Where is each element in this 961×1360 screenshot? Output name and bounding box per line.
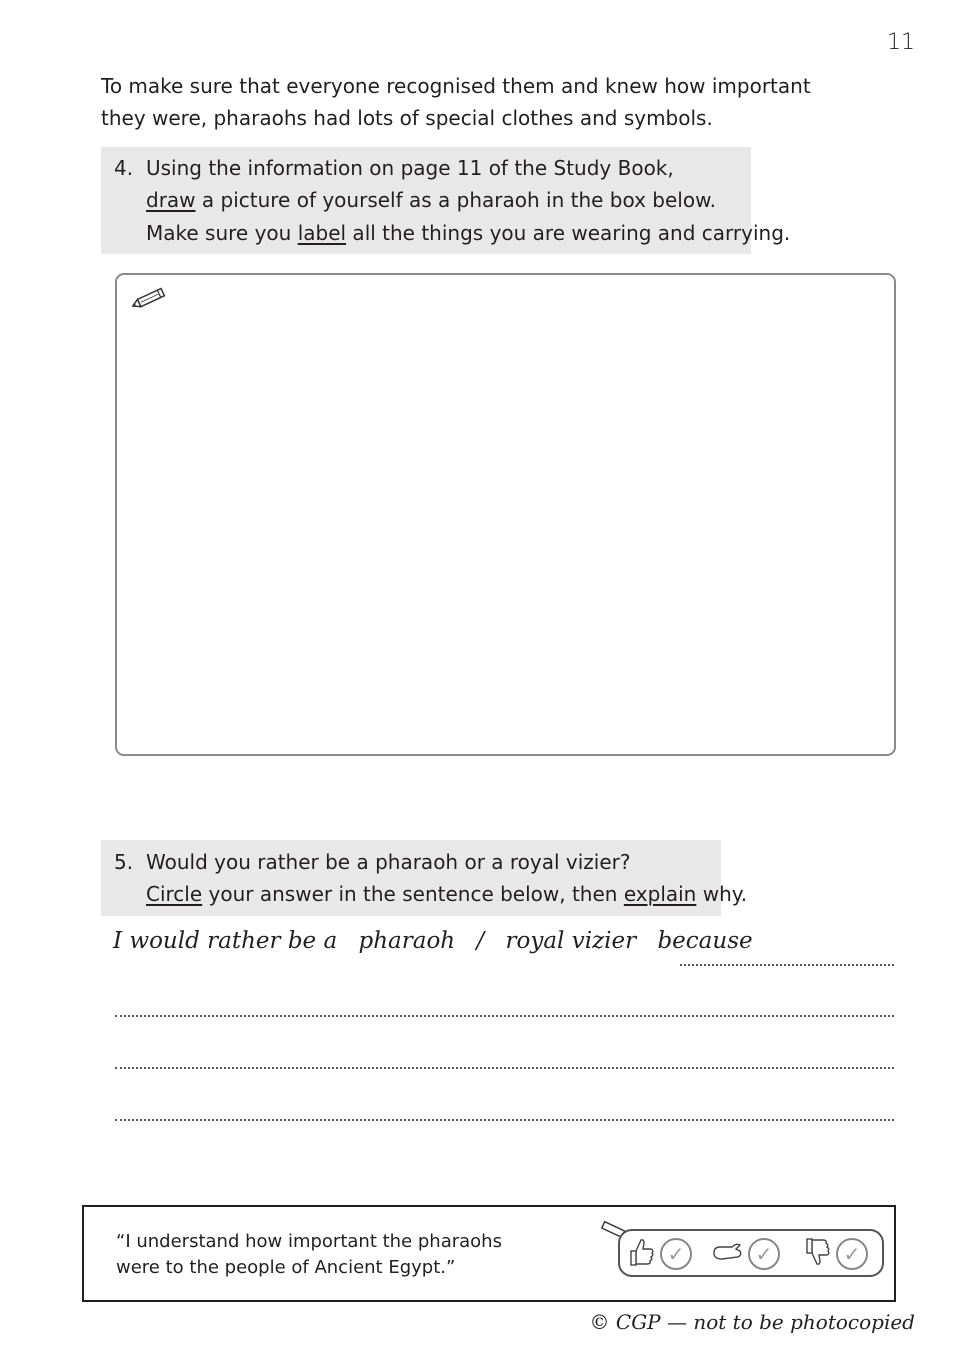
- question-4-line-1: Using the information on page 11 of the Study Book,: [146, 156, 674, 180]
- answer-sentence: [113, 928, 903, 954]
- answer-line-3[interactable]: [115, 1067, 894, 1069]
- answer-line-4[interactable]: [115, 1119, 894, 1121]
- rating-scale: [618, 1229, 884, 1277]
- question-4-number: 4.: [114, 156, 134, 180]
- rating-circle-thumbs-sideways[interactable]: ✓: [748, 1238, 780, 1270]
- question-5-number: 5.: [114, 850, 134, 874]
- page-number: 11: [887, 30, 915, 55]
- label-keyword: label: [297, 221, 347, 245]
- intro-line-2: they were, pharaohs had lots of special clothes and symbols.: [101, 106, 713, 130]
- self-assessment-box: [82, 1205, 896, 1302]
- self-assessment-statement: “I understand how important the pharaohs were to the people of Ancient Egypt.”: [116, 1231, 502, 1278]
- intro-paragraph: [101, 70, 821, 134]
- question-5-box: [101, 840, 748, 916]
- rating-circle-thumbs-down[interactable]: ✓: [836, 1238, 868, 1270]
- option-pharaoh[interactable]: pharaoh: [358, 928, 456, 954]
- pencil-icon: [130, 287, 170, 309]
- question-5-line-2: Circle your answer in the sentence below, then explain why.: [146, 882, 748, 906]
- question-5-line-1: Would you rather be a pharaoh or a royal vizier?: [146, 850, 631, 874]
- answer-prefix: I would rather be a: [113, 928, 338, 954]
- question-4-line-3: Make sure you label all the things you are wearing and carrying.: [146, 221, 791, 245]
- drawing-area[interactable]: [115, 273, 896, 756]
- copyright-notice: © CGP — not to be photocopied: [589, 1310, 915, 1334]
- answer-line-2[interactable]: [115, 1015, 894, 1017]
- thumbs-sideways-icon: [712, 1239, 744, 1265]
- answer-because: because: [657, 928, 753, 954]
- thumbs-down-icon: [806, 1237, 832, 1267]
- intro-line-1: To make sure that everyone recognised them and knew how important: [101, 74, 811, 98]
- question-4-line-2: draw a picture of yourself as a pharaoh in the box below.: [146, 188, 716, 212]
- option-royal-vizier[interactable]: royal vizier: [505, 928, 637, 954]
- question-4-box: [101, 147, 791, 254]
- thumbs-up-icon: [630, 1237, 656, 1267]
- circle-keyword: Circle: [146, 882, 203, 906]
- explain-keyword: explain: [623, 882, 697, 906]
- option-separator: /: [476, 928, 485, 954]
- draw-keyword: draw: [146, 188, 196, 212]
- rating-circle-thumbs-up[interactable]: ✓: [660, 1238, 692, 1270]
- answer-line-1[interactable]: [680, 964, 894, 966]
